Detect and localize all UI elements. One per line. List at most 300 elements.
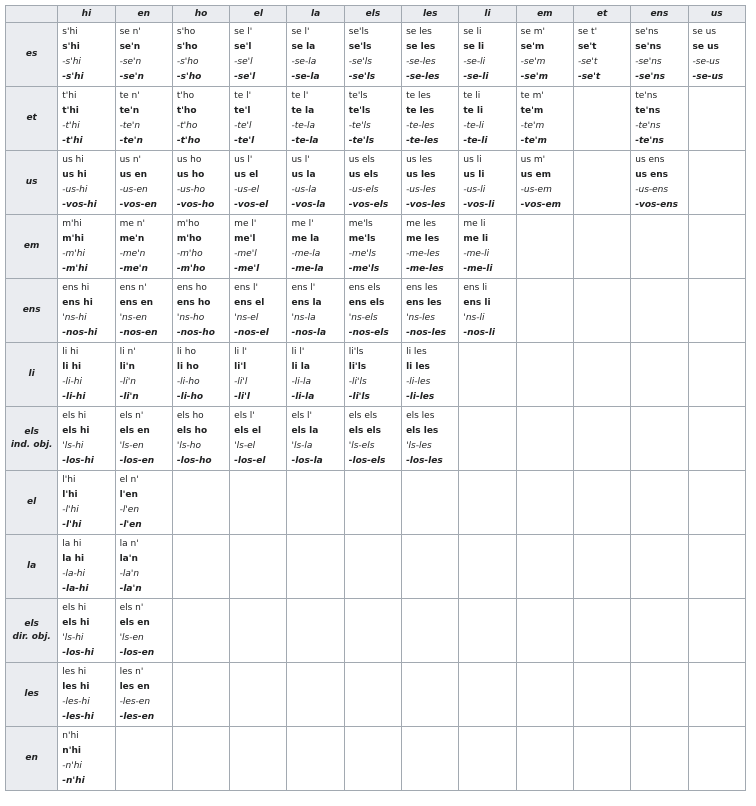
- combination-cell: [344, 23, 401, 87]
- empty-cell: [688, 87, 745, 151]
- form-after-consonant: -li'l: [234, 392, 250, 402]
- form-before-consonant: li les: [406, 362, 430, 372]
- form-before-vowel: li ho: [176, 347, 196, 357]
- table-row: [6, 663, 746, 727]
- empty-cell: [230, 599, 287, 663]
- form-before-consonant: te'ls: [348, 106, 371, 116]
- combination-cell: [402, 279, 459, 343]
- form-before-consonant: li hi: [62, 362, 82, 372]
- form-after-consonant: -li-la: [291, 392, 315, 402]
- table-row: [6, 343, 746, 407]
- combination-cell: [573, 23, 630, 87]
- form-before-vowel: se les: [406, 27, 432, 37]
- form-after-consonant: -les-en: [119, 712, 155, 722]
- form-before-vowel: ens n': [119, 283, 147, 293]
- form-before-vowel: t'hi: [62, 91, 77, 101]
- form-after-vowel: -me-li: [463, 249, 490, 259]
- form-before-consonant: te li: [463, 106, 484, 116]
- combination-cell: [115, 471, 172, 535]
- form-before-consonant: us en: [119, 170, 147, 180]
- form-after-consonant: -les-hi: [62, 712, 94, 722]
- empty-cell: [230, 535, 287, 599]
- form-after-consonant: -nos-hi: [62, 328, 98, 338]
- form-after-vowel: -me'ls: [348, 249, 376, 259]
- combination-cell: [58, 215, 115, 279]
- form-after-vowel: 'ns-hi: [62, 313, 87, 323]
- combination-cell: [287, 407, 344, 471]
- combination-cell: [58, 407, 115, 471]
- combination-cell: [115, 663, 172, 727]
- empty-cell: [344, 727, 401, 791]
- row-header-label: em: [23, 241, 40, 251]
- empty-cell: [402, 599, 459, 663]
- form-before-consonant: els ho: [176, 426, 208, 436]
- empty-cell: [459, 535, 516, 599]
- combination-cell: [115, 599, 172, 663]
- empty-cell: [459, 599, 516, 663]
- form-before-vowel: se n': [119, 27, 141, 37]
- form-before-vowel: me l': [291, 219, 314, 229]
- row-header-label: els: [24, 618, 39, 629]
- form-after-vowel: 'ns-els: [348, 313, 378, 323]
- combination-cell: [230, 151, 287, 215]
- table-row: [6, 23, 746, 87]
- empty-cell: [631, 471, 688, 535]
- combination-cell: [516, 151, 573, 215]
- form-after-vowel: -te'm: [520, 121, 545, 131]
- row-header: [6, 87, 58, 151]
- form-before-vowel: se l': [291, 27, 310, 37]
- form-before-vowel: se l': [234, 27, 253, 37]
- form-before-consonant: l'en: [119, 490, 138, 500]
- empty-cell: [459, 471, 516, 535]
- combination-cell: [516, 87, 573, 151]
- form-before-consonant: les en: [119, 682, 150, 692]
- combination-cell: [172, 343, 229, 407]
- form-before-vowel: el n': [119, 475, 139, 485]
- form-before-consonant: us hi: [62, 170, 87, 180]
- form-before-vowel: l'hi: [62, 475, 76, 485]
- empty-cell: [631, 215, 688, 279]
- form-before-vowel: te'ls: [348, 91, 368, 101]
- form-after-vowel: 'ns-el: [234, 313, 259, 323]
- form-after-vowel: 'ls-les: [406, 441, 432, 451]
- form-before-vowel: la hi: [62, 539, 82, 549]
- form-before-consonant: me li: [463, 234, 489, 244]
- form-before-consonant: ens en: [119, 298, 154, 308]
- combination-cell: [58, 471, 115, 535]
- combination-cell: [58, 279, 115, 343]
- form-after-consonant: -l'en: [119, 520, 142, 530]
- empty-cell: [230, 663, 287, 727]
- form-before-vowel: ens li: [463, 283, 488, 293]
- combination-cell: [58, 663, 115, 727]
- combination-cell: [230, 407, 287, 471]
- form-after-vowel: -li'n: [119, 377, 137, 387]
- form-before-vowel: els les: [406, 411, 435, 421]
- form-after-consonant: -li-ho: [176, 392, 204, 402]
- combination-cell: [344, 151, 401, 215]
- form-after-consonant: -los-en: [119, 456, 155, 466]
- table-header-row: [6, 6, 746, 23]
- empty-cell: [631, 279, 688, 343]
- row-header: [6, 471, 58, 535]
- combination-cell: [115, 215, 172, 279]
- form-before-consonant: els les: [406, 426, 439, 436]
- form-before-consonant: te la: [291, 106, 315, 116]
- form-after-consonant: -vos-el: [234, 200, 269, 210]
- form-before-consonant: li la: [291, 362, 310, 372]
- empty-cell: [573, 471, 630, 535]
- form-before-consonant: li'n: [119, 362, 135, 372]
- form-before-consonant: me'ls: [348, 234, 376, 244]
- form-after-consonant: -vos-els: [348, 200, 389, 210]
- form-before-vowel: me les: [406, 219, 436, 229]
- form-after-vowel: -te-la: [291, 121, 316, 131]
- form-after-consonant: -n'hi: [62, 776, 85, 786]
- empty-cell: [688, 471, 745, 535]
- form-after-consonant: -vos-en: [119, 200, 157, 210]
- form-before-consonant: t'ho: [176, 106, 197, 116]
- row-header-label: dir. obj.: [12, 631, 51, 642]
- form-after-vowel: 'ns-ho: [176, 313, 205, 323]
- form-before-vowel: us n': [119, 155, 142, 165]
- form-before-vowel: ens les: [406, 283, 438, 293]
- combination-cell: [459, 23, 516, 87]
- form-before-vowel: te'ns: [635, 91, 658, 101]
- form-before-vowel: ens hi: [62, 283, 90, 293]
- form-before-consonant: se li: [463, 42, 485, 52]
- combination-cell: [172, 151, 229, 215]
- form-after-consonant: -l'hi: [62, 520, 82, 530]
- form-before-consonant: se les: [406, 42, 436, 52]
- form-before-consonant: els la: [291, 426, 319, 436]
- column-header: hi: [58, 6, 115, 23]
- table-row: [6, 599, 746, 663]
- column-header: et: [573, 6, 630, 23]
- empty-cell: [344, 535, 401, 599]
- column-header: els: [344, 6, 401, 23]
- row-header: [6, 215, 58, 279]
- form-after-consonant: -se-us: [692, 72, 724, 82]
- empty-cell: [172, 535, 229, 599]
- form-before-consonant: t'hi: [62, 106, 79, 116]
- form-before-consonant: us el: [234, 170, 259, 180]
- form-after-vowel: 'ls-ho: [176, 441, 201, 451]
- column-header: li: [459, 6, 516, 23]
- form-after-consonant: -me'ls: [348, 264, 380, 274]
- form-after-vowel: -s'ho: [176, 57, 199, 67]
- form-before-vowel: la n': [119, 539, 139, 549]
- form-before-vowel: els l': [234, 411, 255, 421]
- form-before-consonant: te les: [406, 106, 435, 116]
- form-after-consonant: -te'l: [234, 136, 255, 146]
- form-before-consonant: se'l: [234, 42, 252, 52]
- row-header: [6, 407, 58, 471]
- form-after-consonant: -nos-li: [463, 328, 495, 338]
- form-after-vowel: -s'hi: [62, 57, 81, 67]
- empty-cell: [402, 727, 459, 791]
- form-after-consonant: -te-li: [463, 136, 488, 146]
- corner-cell: [6, 6, 58, 23]
- form-before-consonant: us li: [463, 170, 485, 180]
- empty-cell: [631, 663, 688, 727]
- form-after-consonant: -los-hi: [62, 648, 94, 658]
- empty-cell: [344, 471, 401, 535]
- form-after-vowel: -li-les: [406, 377, 431, 387]
- table-row: [6, 87, 746, 151]
- form-after-vowel: -les-hi: [62, 697, 90, 707]
- combination-cell: [115, 151, 172, 215]
- empty-cell: [516, 471, 573, 535]
- form-after-consonant: -t'ho: [176, 136, 201, 146]
- form-before-vowel: me n': [119, 219, 145, 229]
- form-after-consonant: -nos-els: [348, 328, 389, 338]
- form-after-consonant: -se'l: [234, 72, 256, 82]
- form-after-consonant: -se-les: [406, 72, 440, 82]
- form-before-vowel: us hi: [62, 155, 84, 165]
- form-after-vowel: -se'm: [520, 57, 546, 67]
- form-after-consonant: -los-el: [234, 456, 266, 466]
- empty-cell: [344, 599, 401, 663]
- form-before-vowel: els l': [291, 411, 313, 421]
- combination-cell: [344, 279, 401, 343]
- form-after-vowel: -te'n: [119, 121, 141, 131]
- form-after-consonant: -li-hi: [62, 392, 86, 402]
- form-before-consonant: la'n: [119, 554, 138, 564]
- form-after-consonant: -te'ns: [635, 136, 664, 146]
- form-before-consonant: me'l: [234, 234, 256, 244]
- table-row: [6, 727, 746, 791]
- row-header-label: la: [27, 561, 37, 571]
- form-before-consonant: se'ns: [635, 42, 662, 52]
- clitic-combination-table: [5, 5, 746, 791]
- form-after-vowel: -us-en: [119, 185, 148, 195]
- row-header-label: ens: [22, 305, 41, 315]
- form-after-consonant: -te'n: [119, 136, 143, 146]
- combination-cell: [516, 23, 573, 87]
- form-after-consonant: -li-les: [406, 392, 435, 402]
- form-after-vowel: 'ls-en: [119, 633, 144, 643]
- combination-cell: [58, 727, 115, 791]
- form-after-vowel: 'ns-li: [463, 313, 485, 323]
- table-row: [6, 471, 746, 535]
- combination-cell: [344, 343, 401, 407]
- form-before-consonant: us els: [348, 170, 379, 180]
- form-before-consonant: se'n: [119, 42, 141, 52]
- form-after-vowel: 'ls-el: [234, 441, 256, 451]
- form-after-vowel: -se'ls: [348, 57, 372, 67]
- form-before-consonant: els en: [119, 426, 150, 436]
- empty-cell: [573, 535, 630, 599]
- form-before-vowel: les n': [119, 667, 144, 677]
- combination-cell: [287, 151, 344, 215]
- form-before-consonant: ens li: [463, 298, 491, 308]
- form-before-consonant: ens les: [406, 298, 442, 308]
- form-after-consonant: -se'm: [520, 72, 548, 82]
- empty-cell: [688, 535, 745, 599]
- combination-cell: [115, 87, 172, 151]
- empty-cell: [459, 663, 516, 727]
- form-after-consonant: -me'l: [234, 264, 260, 274]
- form-after-vowel: -m'hi: [62, 249, 85, 259]
- form-after-vowel: -us-ens: [635, 185, 669, 195]
- combination-cell: [230, 343, 287, 407]
- table-row: [6, 535, 746, 599]
- empty-cell: [573, 663, 630, 727]
- empty-cell: [516, 599, 573, 663]
- form-after-consonant: -s'ho: [176, 72, 202, 82]
- combination-cell: [287, 215, 344, 279]
- combination-cell: [58, 343, 115, 407]
- empty-cell: [287, 599, 344, 663]
- form-before-vowel: li'ls: [348, 347, 364, 357]
- form-before-vowel: us ens: [635, 155, 665, 165]
- empty-cell: [287, 663, 344, 727]
- form-after-consonant: -vos-hi: [62, 200, 97, 210]
- table-row: [6, 215, 746, 279]
- form-before-vowel: se'ns: [635, 27, 659, 37]
- form-after-consonant: -los-les: [406, 456, 443, 466]
- form-before-vowel: m'hi: [62, 219, 82, 229]
- empty-cell: [402, 471, 459, 535]
- empty-cell: [516, 663, 573, 727]
- combination-cell: [115, 407, 172, 471]
- form-after-vowel: 'ls-hi: [62, 441, 84, 451]
- form-before-vowel: us ho: [176, 155, 202, 165]
- form-after-consonant: -me-les: [406, 264, 444, 274]
- form-before-vowel: te l': [234, 91, 252, 101]
- form-after-vowel: 'ns-les: [406, 313, 435, 323]
- form-after-vowel: -us-em: [520, 185, 552, 195]
- form-before-consonant: te'm: [520, 106, 544, 116]
- form-after-consonant: -nos-en: [119, 328, 158, 338]
- row-header-label: les: [24, 689, 39, 699]
- form-after-consonant: -te'ls: [348, 136, 375, 146]
- empty-cell: [631, 535, 688, 599]
- form-after-vowel: -t'hi: [62, 121, 80, 131]
- form-after-vowel: -us-li: [463, 185, 486, 195]
- form-before-vowel: se li: [463, 27, 482, 37]
- row-header-label: us: [25, 177, 38, 187]
- form-before-consonant: ens els: [348, 298, 385, 308]
- form-before-vowel: me li: [463, 219, 486, 229]
- combination-cell: [115, 343, 172, 407]
- form-after-consonant: -vos-ho: [176, 200, 215, 210]
- empty-cell: [631, 727, 688, 791]
- combination-cell: [631, 87, 688, 151]
- form-after-vowel: -se-les: [406, 57, 436, 67]
- column-header: les: [402, 6, 459, 23]
- form-after-consonant: -te-les: [406, 136, 439, 146]
- form-after-vowel: -se'n: [119, 57, 142, 67]
- form-after-consonant: -los-la: [291, 456, 323, 466]
- form-before-consonant: els hi: [62, 618, 90, 628]
- combination-cell: [459, 87, 516, 151]
- form-after-consonant: -se-la: [291, 72, 320, 82]
- form-before-vowel: ens l': [234, 283, 258, 293]
- form-after-consonant: -se-li: [463, 72, 489, 82]
- form-before-consonant: l'hi: [62, 490, 78, 500]
- form-after-consonant: -se'n: [119, 72, 144, 82]
- form-after-vowel: -te'l: [234, 121, 252, 131]
- empty-cell: [573, 279, 630, 343]
- empty-cell: [230, 471, 287, 535]
- form-after-consonant: -vos-les: [406, 200, 446, 210]
- form-after-consonant: -s'hi: [62, 72, 84, 82]
- empty-cell: [344, 663, 401, 727]
- form-before-consonant: ens ho: [176, 298, 211, 308]
- form-after-consonant: -se't: [577, 72, 601, 82]
- empty-cell: [688, 279, 745, 343]
- row-header-label: es: [25, 49, 38, 59]
- form-after-consonant: -nos-les: [406, 328, 447, 338]
- form-after-vowel: -l'hi: [62, 505, 79, 515]
- form-before-vowel: us els: [348, 155, 375, 165]
- empty-cell: [573, 215, 630, 279]
- form-after-vowel: -me'n: [119, 249, 146, 259]
- combination-cell: [459, 279, 516, 343]
- form-before-consonant: li ho: [176, 362, 199, 372]
- form-after-vowel: -m'ho: [176, 249, 203, 259]
- column-header: em: [516, 6, 573, 23]
- empty-cell: [115, 727, 172, 791]
- form-after-vowel: 'ls-la: [291, 441, 313, 451]
- empty-cell: [688, 727, 745, 791]
- empty-cell: [287, 727, 344, 791]
- form-after-consonant: -los-en: [119, 648, 155, 658]
- form-before-consonant: te'n: [119, 106, 140, 116]
- form-before-consonant: se la: [291, 42, 316, 52]
- form-before-consonant: us les: [406, 170, 436, 180]
- form-after-consonant: -m'ho: [176, 264, 206, 274]
- combination-cell: [402, 151, 459, 215]
- form-before-consonant: m'ho: [176, 234, 202, 244]
- form-after-vowel: -us-els: [348, 185, 379, 195]
- form-after-vowel: -l'en: [119, 505, 140, 515]
- empty-cell: [688, 151, 745, 215]
- row-header-label: en: [25, 753, 38, 763]
- combination-cell: [58, 151, 115, 215]
- form-before-consonant: els els: [348, 426, 381, 436]
- form-before-consonant: s'ho: [176, 42, 198, 52]
- form-after-consonant: -se'ns: [635, 72, 665, 82]
- row-header: [6, 663, 58, 727]
- form-after-consonant: -vos-li: [463, 200, 495, 210]
- empty-cell: [172, 599, 229, 663]
- empty-cell: [516, 215, 573, 279]
- combination-cell: [344, 215, 401, 279]
- form-before-vowel: us li: [463, 155, 482, 165]
- combination-cell: [344, 87, 401, 151]
- form-before-consonant: te'l: [234, 106, 251, 116]
- form-after-vowel: -se'ns: [635, 57, 662, 67]
- form-after-consonant: -m'hi: [62, 264, 88, 274]
- empty-cell: [516, 343, 573, 407]
- column-header: ens: [631, 6, 688, 23]
- empty-cell: [516, 535, 573, 599]
- empty-cell: [688, 407, 745, 471]
- combination-cell: [115, 279, 172, 343]
- form-before-consonant: us ens: [635, 170, 669, 180]
- empty-cell: [688, 343, 745, 407]
- combination-cell: [344, 407, 401, 471]
- form-after-vowel: -la'n: [119, 569, 140, 579]
- form-after-consonant: -li'n: [119, 392, 139, 402]
- form-before-vowel: els n': [119, 411, 144, 421]
- empty-cell: [402, 663, 459, 727]
- form-after-vowel: -te'ls: [348, 121, 371, 131]
